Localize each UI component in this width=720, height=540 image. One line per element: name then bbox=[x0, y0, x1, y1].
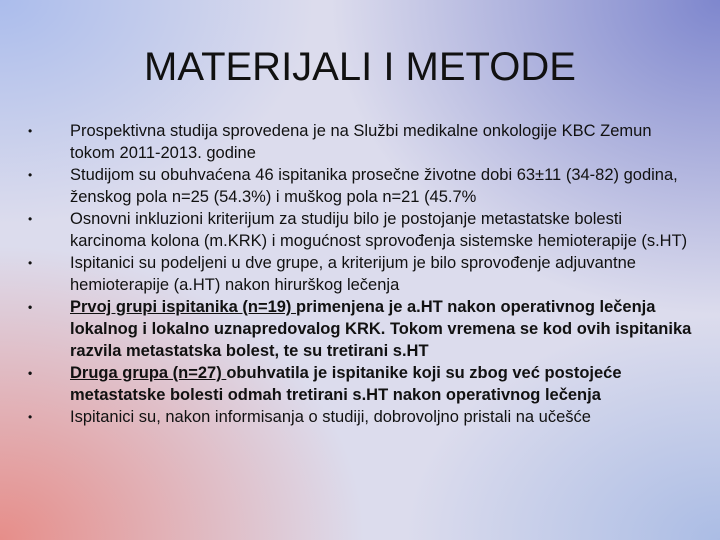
bullet-item bbox=[28, 164, 700, 208]
bullet-icon: • bbox=[28, 300, 33, 314]
bullet-list bbox=[28, 120, 700, 428]
bullet-text: Ispitanici su podeljeni u dve grupe, a kriterijum je bilo sprovođenje adjuvantne hemioterapije (a.HT) nakon hirurškog lečenja bbox=[70, 254, 636, 294]
bullet-item bbox=[28, 208, 700, 252]
bullet-text: primenjena je a.HT nakon operativnog lečenja lokalnog i lokalno uznapredovalog KRK. Tokom vremena se kod ovih ispitanika razvila metastatska bolest, te su tretirani s.HT bbox=[70, 298, 692, 360]
bullet-icon: • bbox=[28, 410, 33, 424]
bullet-text: Prospektivna studija sprovedena je na Službi medikalne onkologije KBC Zemun tokom 2011-2013. godine bbox=[70, 122, 652, 162]
bullet-item bbox=[28, 362, 700, 406]
bullet-item bbox=[28, 120, 700, 164]
bullet-underlined-text: Prvoj grupi ispitanika (n=19) bbox=[70, 298, 297, 316]
bullet-text: Osnovni inkluzioni kriterijum za studiju bilo je postojanje metastatske bolesti karcinoma kolona (m.KRK) i mogućnost sprovođenja sistemske hemioterapije (s.HT) bbox=[70, 210, 688, 250]
bullet-text: obuhvatila je ispitanike koji su zbog već postojeće metastatske bolesti odmah tretirani s.HT nakon operativnog lečenja bbox=[70, 364, 622, 404]
bullet-item bbox=[28, 296, 700, 362]
bullet-icon: • bbox=[28, 124, 33, 138]
bullet-icon: • bbox=[28, 256, 33, 270]
bullet-item bbox=[28, 406, 700, 428]
slide-title: MATERIJALI I METODE bbox=[144, 45, 576, 89]
bullet-icon: • bbox=[28, 366, 33, 380]
bullet-underlined-text: Druga grupa (n=27) bbox=[70, 364, 227, 382]
bullet-text: Ispitanici su, nakon informisanja o studiji, dobrovoljno pristali na učešće bbox=[70, 408, 591, 426]
bullet-icon: • bbox=[28, 212, 33, 226]
bullet-icon: • bbox=[28, 168, 33, 182]
bullet-item bbox=[28, 252, 700, 296]
bullet-text: Studijom su obuhvaćena 46 ispitanika prosečne životne dobi 63±11 (34-82) godina, ženskog pola n=25 (54.3%) i muškog pola n=21 (45.7% bbox=[70, 166, 678, 206]
